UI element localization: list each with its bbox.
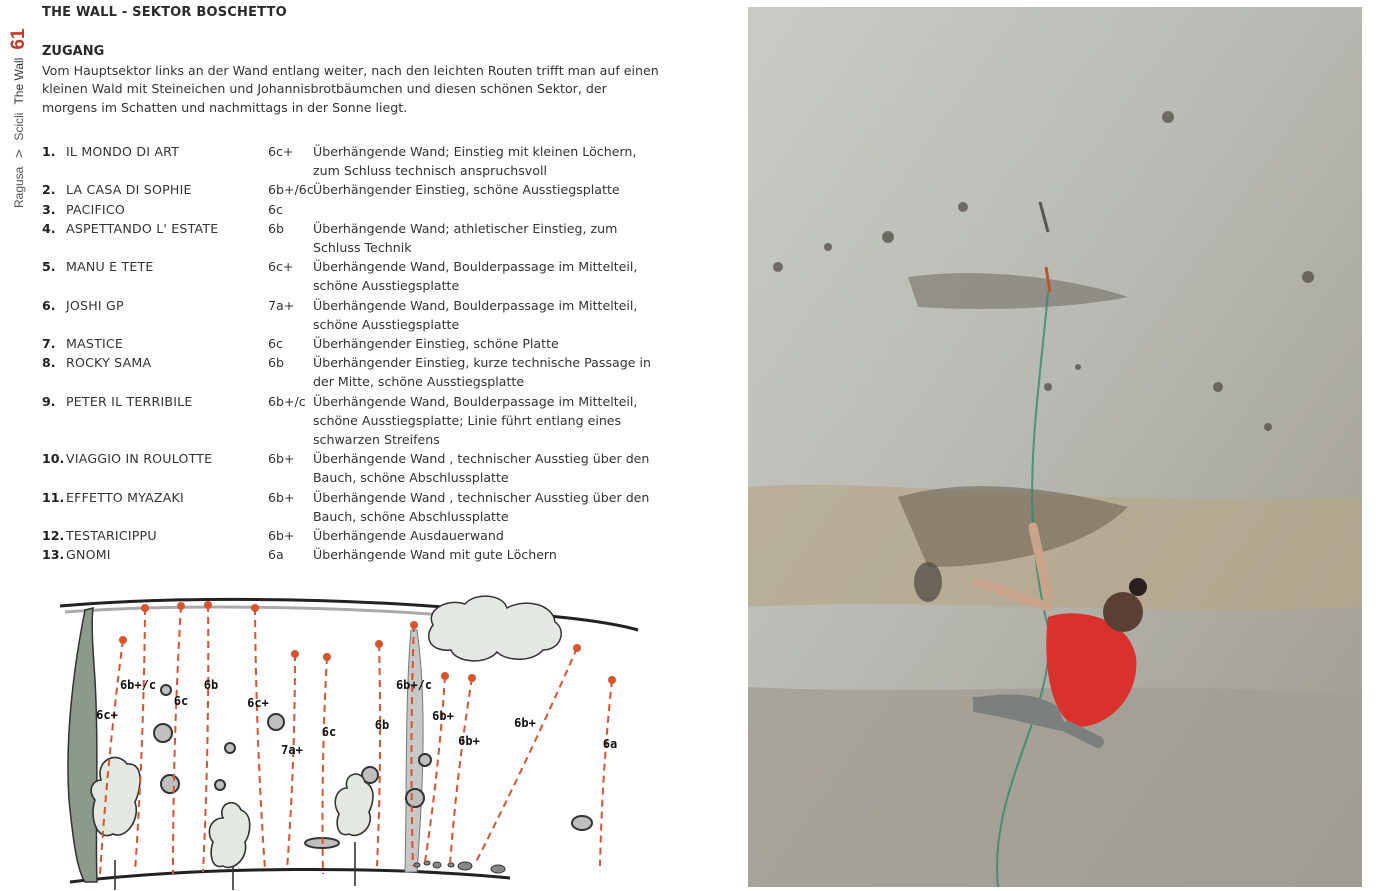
route-name: MANU E TETE (66, 259, 154, 275)
topo-grade-label: 6c+ (247, 696, 269, 710)
route-grade: 6c+ (268, 259, 294, 275)
topo-grade-label: 6a (602, 737, 618, 751)
pocket (1075, 364, 1081, 370)
climber-photo (748, 7, 1362, 887)
route-row (42, 488, 662, 526)
access-heading: ZUGANG (42, 44, 105, 59)
route-row (42, 180, 662, 199)
pocket (1213, 382, 1223, 392)
topo-grade-label: 6b+ (514, 716, 536, 730)
topo-grade-label: 6b+ (458, 734, 480, 748)
route-row (42, 257, 662, 295)
topo-grade-label: 7a+ (281, 743, 303, 757)
topo-grade-label: 6c (321, 725, 337, 739)
route-name: PETER IL TERRIBILE (66, 393, 193, 409)
topo-grade-label: 6c+ (96, 708, 118, 722)
route-description: Überhängende Wand , technischer Ausstieg über den Bauch, schöne Abschlussplatte (313, 451, 650, 486)
topo-anchor (608, 676, 616, 684)
topo-grade-label: 6b+ (432, 709, 454, 723)
topo-anchor (119, 636, 127, 644)
hole (215, 780, 225, 790)
route-description (313, 200, 658, 219)
breadcrumb-separator: > (12, 148, 26, 159)
route-name: GNOMI (66, 547, 111, 563)
route-description: Überhängende Wand; athletischer Einstieg, zum Schluss Technik (313, 220, 618, 256)
route-number: 10. (42, 451, 65, 467)
route-number: 7. (42, 336, 56, 352)
topo-grade-label: 6c (173, 694, 189, 708)
route-number: 11. (42, 489, 65, 505)
hole (268, 714, 284, 730)
pocket (1162, 111, 1174, 123)
pocket (1302, 271, 1314, 283)
topo-grade-label: 6b+/c (395, 678, 433, 692)
route-name: VIAGGIO IN ROULOTTE (66, 451, 213, 467)
route-grade: 6a (268, 547, 284, 563)
topo-anchor (141, 604, 149, 612)
route-number: 12. (42, 528, 65, 544)
route-name: PACIFICO (66, 201, 125, 217)
route-description: Überhängende Wand; Einstieg mit kleinen Löchern, zum Schluss technisch anspruchsvoll (313, 144, 637, 179)
route-row (42, 219, 662, 257)
hole (225, 743, 235, 753)
route-description: Überhängende Wand, Boulderpassage im Mittelteil, schöne Ausstiegsplatte; Linie führt entlang eines schwarzen Streifens (313, 393, 638, 448)
topo-grade-label: 6b (203, 678, 219, 692)
route-number: 13. (42, 547, 65, 563)
hole (572, 816, 592, 830)
topo-route-line (600, 680, 612, 866)
route-grade: 6b+/6c (268, 182, 314, 198)
hole (419, 754, 431, 766)
topo-anchor (291, 650, 299, 658)
access-text: Vom Hauptsektor links an der Wand entlang weiter, nach den leichten Routen trifft man auf einen kleinen Wald mit Steineichen und Johannisbrotbäumchen und diesen schönen Sektor, der morgens im Schatten und nachmittags in der Sonne liegt. (42, 63, 659, 115)
pocket (914, 562, 942, 602)
ground-outline (70, 869, 510, 882)
route-number: 9. (42, 393, 56, 409)
hole (161, 685, 171, 695)
route-number: 6. (42, 297, 56, 313)
topo-route-line (475, 648, 577, 864)
bush-cloud (429, 596, 562, 661)
topo-route-line (173, 606, 181, 874)
topo-anchor (177, 602, 185, 610)
topo-anchor (410, 621, 418, 629)
route-description: Überhängender Einstieg, schöne Ausstiegsplatte (313, 182, 620, 198)
pocket (773, 262, 783, 272)
route-description: Überhängender Einstieg, kurze technische Passage in der Mitte, schöne Ausstiegsplatte (313, 355, 651, 390)
topo-diagram (55, 590, 645, 891)
ivy-column (68, 608, 97, 882)
route-description: Überhängende Wand, Boulderpassage im Mittelteil, schöne Ausstiegsplatte (313, 259, 638, 294)
hole (406, 789, 424, 807)
route-name: TESTARICIPPU (66, 528, 157, 544)
route-grade: 6b (268, 220, 285, 236)
route-number: 8. (42, 355, 56, 371)
route-description: Überhängende Wand , technischer Ausstieg über den Bauch, schöne Abschlussplatte (313, 489, 650, 524)
topo-anchor (251, 604, 259, 612)
route-name: MASTICE (66, 336, 124, 352)
pocket (882, 231, 894, 243)
route-grade: 6c (268, 201, 283, 217)
route-name: JOSHI GP (66, 297, 124, 313)
topo-route-line (255, 608, 265, 870)
route-grade: 6b+/c (268, 393, 306, 409)
page-number: 61 (8, 28, 29, 50)
route-number: 1. (42, 144, 56, 159)
route-description: Überhängende Wand mit gute Löchern (313, 547, 557, 563)
rock-top-shadow (65, 607, 455, 616)
page-title: THE WALL - SEKTOR BOSCHETTO (42, 5, 287, 20)
tree-left (91, 757, 140, 890)
route-number: 4. (42, 220, 56, 236)
topo-anchor (441, 672, 449, 680)
route-row (42, 392, 662, 450)
sidebar-breadcrumb (8, 8, 38, 208)
route-row (42, 334, 662, 353)
route-number: 5. (42, 259, 56, 275)
route-grade: 6b (268, 355, 285, 371)
route-row (42, 526, 662, 545)
hole (161, 775, 179, 793)
route-name: EFFETTO MYAZAKI (66, 489, 184, 505)
route-name: LA CASA DI SOPHIE (66, 182, 192, 198)
route-row (42, 142, 662, 180)
topo-route-line (377, 644, 380, 866)
route-row (42, 296, 662, 334)
breadcrumb-area: Scicli (12, 112, 26, 141)
topo-route-line (135, 608, 145, 872)
topo-anchor (323, 653, 331, 661)
route-name: ASPETTANDO L' ESTATE (66, 220, 219, 236)
route-grade: 6b+ (268, 528, 295, 544)
topo-route-line (287, 654, 295, 870)
route-number: 3. (42, 201, 56, 217)
route-name: ROCKY SAMA (66, 355, 152, 371)
topo-route-line (203, 605, 208, 872)
route-name: IL MONDO DI ART (66, 144, 180, 159)
route-description: Überhängende Wand, Boulderpassage im Mittelteil, schöne Ausstiegsplatte (313, 297, 638, 332)
topo-anchor (204, 601, 212, 609)
topo-anchor (573, 644, 581, 652)
route-row (42, 200, 662, 219)
black-streak (405, 630, 423, 872)
breadcrumb-region: Ragusa (12, 166, 26, 208)
route-grade: 6c (268, 336, 283, 352)
topo-anchor (375, 640, 383, 648)
pocket (958, 202, 968, 212)
pocket (1264, 423, 1272, 431)
pocket (824, 243, 832, 251)
topo-grade-label: 6b+/c (119, 678, 157, 692)
route-number: 2. (42, 182, 56, 198)
route-description: Überhängende Ausdauerwand (313, 528, 504, 544)
pocket (1044, 383, 1052, 391)
route-row (42, 545, 662, 564)
route-grade: 7a+ (268, 297, 295, 313)
route-grade: 6b+ (268, 451, 295, 467)
route-description: Überhängender Einstieg, schöne Platte (313, 336, 559, 352)
route-row (42, 449, 662, 487)
breadcrumb-sector: The Wall (12, 57, 26, 105)
route-grade: 6c+ (268, 144, 294, 159)
topo-route-line (425, 676, 445, 862)
hole (154, 724, 172, 742)
topo-route-line (450, 678, 472, 864)
topo-anchor (468, 674, 476, 682)
tree-middle (209, 803, 249, 890)
route-grade: 6b+ (268, 489, 295, 505)
route-row (42, 353, 662, 391)
route-list (42, 142, 662, 564)
topo-grade-label: 6b (374, 718, 390, 732)
